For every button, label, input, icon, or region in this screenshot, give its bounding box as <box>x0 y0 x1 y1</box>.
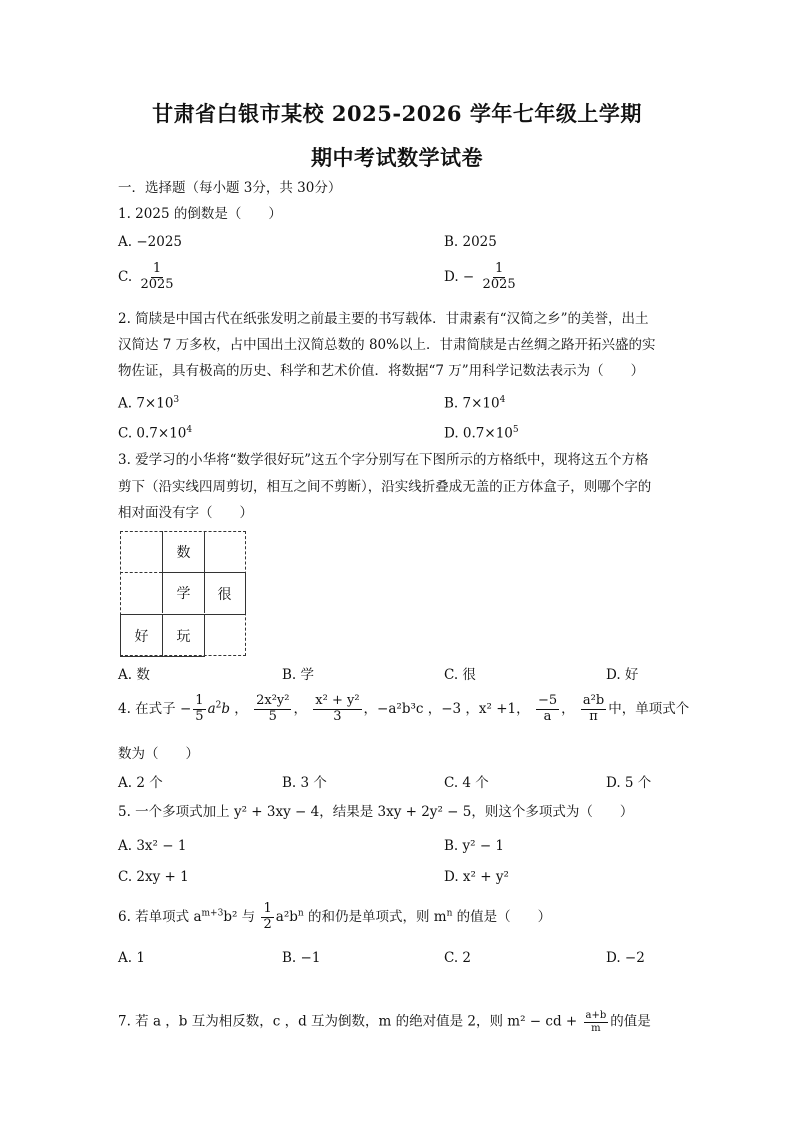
section-heading: 一．选择题（每小题 3分，共 30分） <box>118 180 342 196</box>
q4-option-c: C. 4 个 <box>444 775 489 791</box>
q4-frac-5 <box>581 694 606 725</box>
q6-exp-3: n <box>446 908 453 919</box>
grid-dashed-h1 <box>120 572 162 573</box>
q7-suffix: 的值是 <box>610 1013 651 1030</box>
q4-f3-num: x² + y² <box>315 693 360 708</box>
q6-mid-2: a²b <box>275 908 298 925</box>
cell-xue: 学 <box>162 572 205 613</box>
q5-option-c: C. 2xy + 1 <box>118 869 189 885</box>
q6-prefix: 6. 若单项式 a <box>118 908 202 925</box>
q5-option-b: B. y² − 1 <box>444 838 505 854</box>
q3-line-2: 剪下（沿实线四周剪切，相互之间不剪断），沿实线折叠成无盖的正方体盒子，则哪个字的 <box>118 479 652 495</box>
q5-stem: 5. 一个多项式加上 y² + 3xy − 4，结果是 3xy + 2y² − 5，则这个多项式为（ ） <box>118 804 634 820</box>
q3-option-d: D. 好 <box>606 667 639 683</box>
q4-frac-4 <box>536 694 559 725</box>
q2-a-exponent: 3 <box>173 395 180 405</box>
q1-option-c-fraction <box>138 262 175 293</box>
q6-f-den: 2 <box>263 916 272 932</box>
q4-f2-den: 5 <box>268 708 277 724</box>
q4-line-2: 数为（ ） <box>118 746 199 762</box>
q1-c-numerator: 1 <box>152 261 162 276</box>
q7-f-den: m <box>591 1022 601 1034</box>
q1-d-denominator: 2025 <box>482 276 516 292</box>
q1-option-d-label: D. − <box>444 268 475 285</box>
q1-option-b: B. 2025 <box>444 234 497 250</box>
q5-option-d: D. x² + y² <box>444 869 509 885</box>
q6-mid-1: b² 与 <box>223 908 256 925</box>
q1-option-a: A. −2025 <box>118 234 182 250</box>
q2-c-text: C. 0.7×10 <box>118 425 187 442</box>
q6-fraction <box>261 902 273 933</box>
q3-option-a: A. 数 <box>118 667 150 683</box>
q4-f3-den: 3 <box>333 708 342 724</box>
q2-option-a <box>118 395 179 412</box>
q2-b-text: B. 7×10 <box>444 395 500 412</box>
q5-option-a: A. 3x² − 1 <box>118 838 187 854</box>
q7-stem <box>118 1010 651 1034</box>
q1-option-c <box>118 262 178 293</box>
q6-tail: 的值是（ ） <box>452 908 552 925</box>
q1-c-denominator: 2025 <box>140 276 174 292</box>
q6-option-a: A. 1 <box>118 950 145 966</box>
q4-f4-den: a <box>543 708 552 724</box>
q1-stem: 1. 2025 的倒数是（ ） <box>118 206 282 222</box>
q4-prefix: 4. 在式子 <box>118 700 176 717</box>
q4-option-d: D. 5 个 <box>606 775 652 791</box>
q4-f5-den: π <box>589 708 598 724</box>
q6-option-b: B. −1 <box>282 950 321 966</box>
q6-option-c: C. 2 <box>444 950 472 966</box>
q3-option-c: C. 很 <box>444 667 476 683</box>
cell-hao: 好 <box>120 614 162 657</box>
q4-option-a: A. 2 个 <box>118 775 163 791</box>
q1-option-d-fraction <box>481 262 518 293</box>
q6-exp-1: m+3 <box>201 908 224 919</box>
q3-option-b: B. 学 <box>282 667 315 683</box>
q4-f5-num: a²b <box>582 693 605 708</box>
q2-line-3: 物佐证，具有极高的历史、科学和艺术价值．将数据“7 万”用科学记数法表示为（ ） <box>118 363 645 379</box>
q4-f2-num: 2x²y² <box>256 693 290 708</box>
cell-hen: 很 <box>204 572 246 615</box>
q6-exp-2: n <box>297 908 304 919</box>
cell-shu: 数 <box>162 531 205 573</box>
q4-frac-3 <box>313 694 361 725</box>
cell-wan: 玩 <box>162 614 205 657</box>
q4-frac-2 <box>254 694 291 725</box>
q1-option-d <box>444 262 520 293</box>
q1-d-numerator: 1 <box>494 261 504 276</box>
q6-option-d: D. −2 <box>606 950 645 966</box>
q4-suffix: 中，单项式个 <box>608 700 690 717</box>
q6-stem <box>118 902 551 933</box>
q2-line-2: 汉简达 7 万多枚，占中国出土汉简总数的 80%以上．甘肃简牍是古丝绸之路开拓兴盛的实 <box>118 337 656 353</box>
q4-option-b: B. 3 个 <box>282 775 327 791</box>
q2-c-exponent: 4 <box>186 425 193 435</box>
q4-stem: 4. 在式子 − $\frac{1}{5}$ $a^2b$ ， $\frac{\text{2x²y²}}{5}$ ， $\frac{\text{x² + y²}}{3}$ ，−a²b³c ，−3 ，x² +1， $\frac{-5}{a}$ ， $\frac{\text{a²b}}{\pi}$ 中，单项式个 <box>118 693 690 724</box>
q4-f4-num: −5 <box>537 693 558 708</box>
title-line-2: 期中考试数学试卷 <box>311 145 483 170</box>
q4-f1-num: 1 <box>195 693 204 708</box>
q3-line-1: 3. 爱学习的小华将“数学很好玩”这五个字分别写在下图所示的方格纸中，现将这五个方格 <box>118 452 649 468</box>
q4-middle: ，−a²b³c ，−3 ，x² +1， <box>363 700 530 717</box>
q2-a-text: A. 7×10 <box>118 395 174 412</box>
q2-option-b <box>444 395 505 412</box>
q4-f1-den: 5 <box>195 708 204 724</box>
q2-option-d <box>444 425 519 442</box>
q2-line-1: 2. 简牍是中国古代在纸张发明之前最主要的书写载体．甘肃素有“汉简之乡”的美誉，出土 <box>118 311 649 327</box>
q7-f-num: a+b <box>585 1010 607 1021</box>
title-line-1: 甘肃省白银市某校 2025-2026 学年七年级上学期 <box>152 101 642 126</box>
q4-frac-1 <box>193 694 205 725</box>
q2-b-exponent: 4 <box>499 395 506 405</box>
q2-d-text: D. 0.7×10 <box>444 425 513 442</box>
q1-option-c-label: C. <box>118 268 133 285</box>
q7-prefix: 7. 若 a ，b 互为相反数，c ，d 互为倒数，m 的绝对值是 2，则 m² − cd + <box>118 1013 578 1030</box>
q6-suffix: 的和仍是单项式，则 m <box>303 908 447 925</box>
q3-line-3: 相对面没有字（ ） <box>118 505 253 521</box>
q6-f-num: 1 <box>263 901 272 916</box>
q7-fraction <box>584 1010 609 1034</box>
q2-d-exponent: 5 <box>512 425 519 435</box>
q2-option-c <box>118 425 192 442</box>
